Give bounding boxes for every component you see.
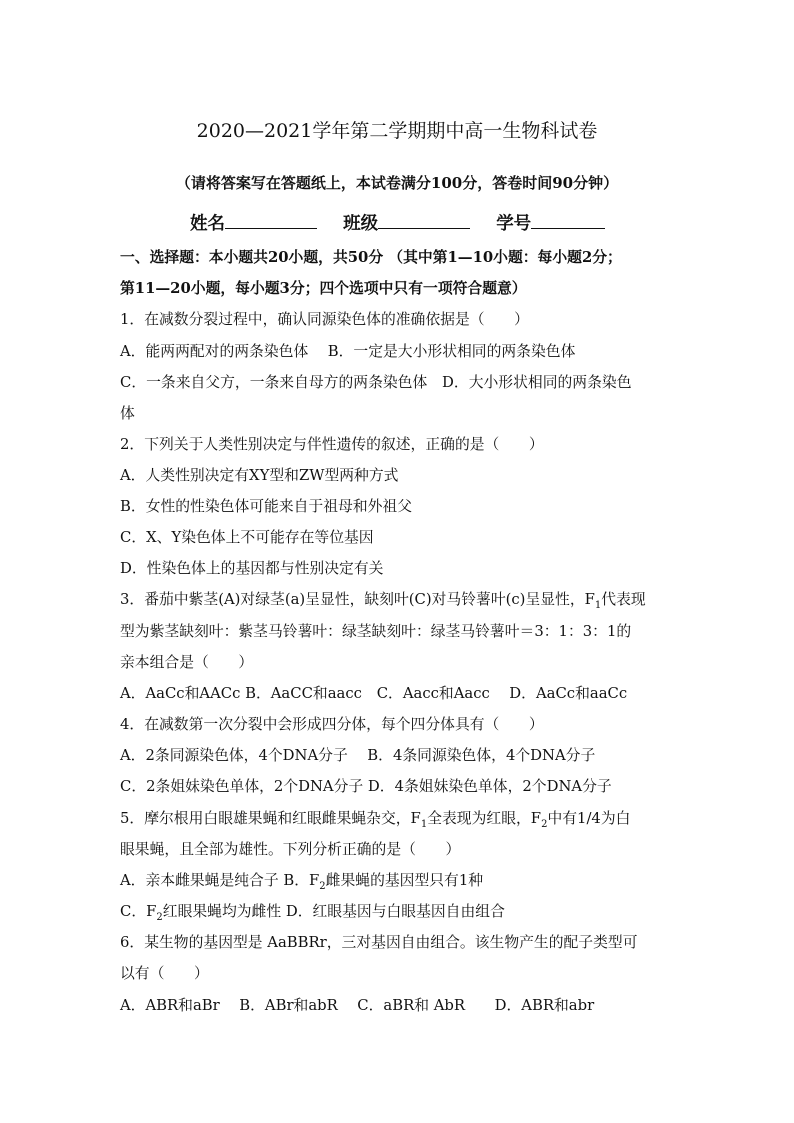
- q5-subscript: 2: [156, 911, 163, 923]
- q5-option-part: A．亲本雌果蝇是纯合子 B．F: [120, 872, 320, 889]
- question-5-stem-line-2: 眼果蝇，且全部为雄性。下列分析正确的是（ ）: [120, 841, 461, 858]
- question-1-stem: 1．在减数分裂过程中，确认同源染色体的准确依据是（ ）: [120, 311, 529, 328]
- section-heading-line-1: 一、选择题：本小题共20小题，共50分 （其中第1—10小题：每小题2分；: [120, 249, 622, 266]
- question-2-stem: 2．下列关于人类性别决定与伴性遗传的叙述，正确的是（ ）: [120, 436, 544, 453]
- question-4-options-ab: A．2条同源染色体，4个DNA分子 B．4条同源染色体，4个DNA分子: [120, 747, 596, 764]
- question-1-options-cd-wrap: 体: [120, 405, 135, 422]
- question-2-option-b: B．女性的性染色体可能来自于祖母和外祖父: [120, 498, 413, 515]
- q3-stem-part: 代表现: [601, 591, 646, 608]
- question-3-options: A．AaCc和AACc B．AaCC和aacc C．Aacc和Aacc D．AaCc和aaCc: [120, 685, 628, 702]
- question-3-stem: [120, 590, 646, 616]
- question-2-option-d: D．性染色体上的基因都与性别决定有关: [120, 560, 384, 577]
- question-4-options-cd: C．2条姐妹染色单体，2个DNA分子 D．4条姐妹染色单体，2个DNA分子: [120, 778, 612, 795]
- question-6-options: A．ABR和aBr B．ABr和abR C．aBR和 AbR D．ABR和abr: [120, 997, 595, 1014]
- q5-subscript: 2: [541, 818, 548, 830]
- question-2-option-c: C．X、Y染色体上不可能存在等位基因: [120, 529, 374, 546]
- q5-stem-part: 全表现为红眼，F: [427, 810, 542, 827]
- q5-subscript: 2: [319, 880, 326, 892]
- name-blank: [225, 212, 317, 229]
- question-3-stem-line-3: 亲本组合是（ ）: [120, 654, 254, 671]
- q5-subscript: 1: [420, 818, 428, 830]
- question-3-stem-line-2: 型为紫茎缺刻叶：紫茎马铃薯叶：绿茎缺刻叶：绿茎马铃薯叶＝3：1：3：1的: [120, 623, 632, 640]
- q5-stem-part: 中有1/4为白: [547, 810, 631, 827]
- q5-option-part: C．F: [120, 903, 157, 920]
- question-6-stem: 6．某生物的基因型是 AaBBRr，三对基因自由组合。该生物产生的配子类型可: [120, 934, 638, 951]
- class-label: 班级: [343, 214, 379, 234]
- question-4-stem: 4．在减数第一次分裂中会形成四分体，每个四分体具有（ ）: [120, 716, 544, 733]
- student-id-label: 学号: [496, 214, 532, 234]
- question-5-options-ab: [120, 871, 483, 897]
- student-id-blank: [531, 212, 605, 229]
- q3-subscript: 1: [594, 599, 602, 611]
- question-2-option-a: A．人类性别决定有XY型和ZW型两种方式: [120, 467, 399, 484]
- q3-stem-part: 3．番茄中紫茎(A)对绿茎(a)呈显性，缺刻叶(C)对马铃薯叶(c)呈显性，F: [120, 591, 595, 608]
- exam-title: 2020—2021学年第二学期期中高一生物科试卷: [196, 120, 598, 142]
- q5-option-part: 雌果蝇的基因型只有1种: [325, 872, 484, 889]
- q5-option-part: 红眼果蝇均为雌性 D．红眼基因与白眼基因自由组合: [162, 903, 505, 920]
- exam-instructions: （请将答案写在答题纸上，本试卷满分100分，答卷时间90分钟）: [175, 174, 619, 192]
- class-blank: [378, 212, 470, 229]
- question-5-options-cd: [120, 902, 505, 928]
- student-info-line: [190, 210, 605, 235]
- question-1-options-cd: C．一条来自父方，一条来自母方的两条染色体 D．大小形状相同的两条染色: [120, 374, 632, 391]
- q5-stem-part: 5．摩尔根用白眼雄果蝇和红眼雌果蝇杂交，F: [120, 810, 421, 827]
- section-heading-line-2: 第11—20小题，每小题3分；四个选项中只有一项符合题意）: [120, 280, 527, 297]
- question-5-stem: [120, 809, 630, 835]
- name-label: 姓名: [190, 214, 225, 234]
- question-6-stem-line-2: 以有（ ）: [120, 965, 209, 982]
- question-1-options-ab: A．能两两配对的两条染色体 B．一定是大小形状相同的两条染色体: [120, 343, 576, 360]
